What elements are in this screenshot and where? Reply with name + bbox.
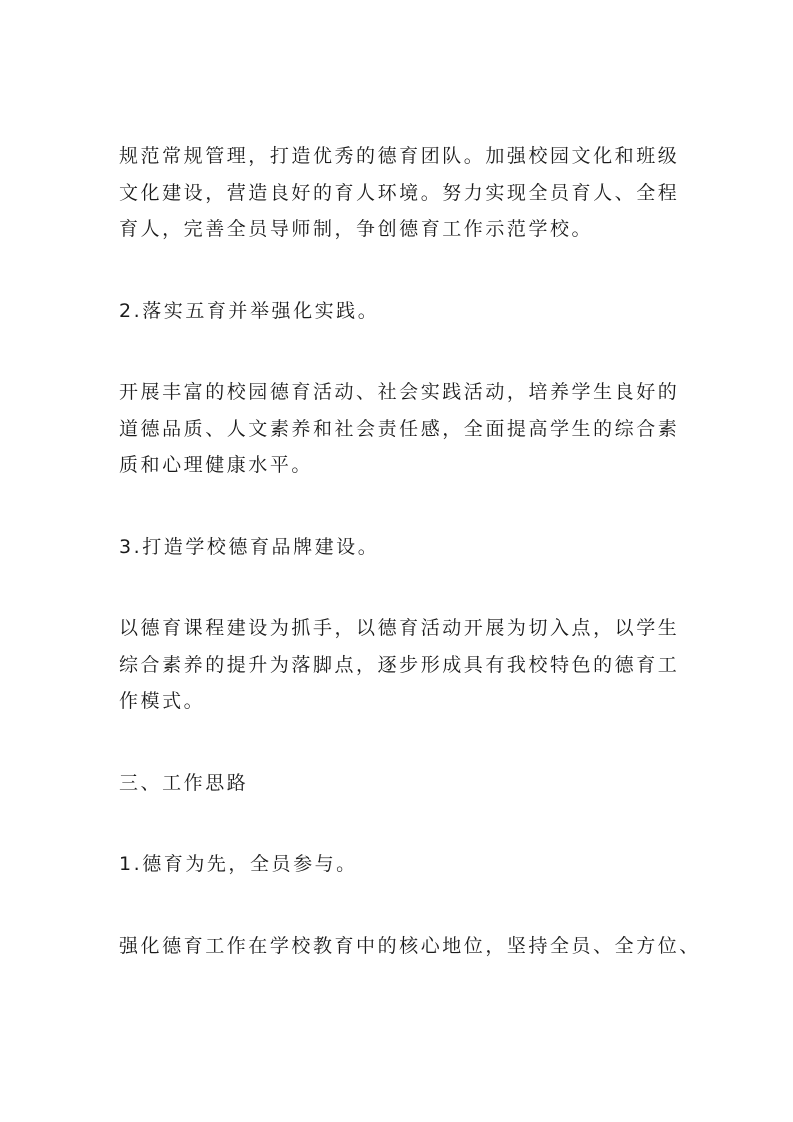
text-line: 以德育课程建设为抓手，以德育活动开展为切入点，以学生	[119, 617, 680, 639]
text-line: 开展丰富的校园德育活动、社会实践活动，培养学生良好的	[119, 381, 680, 403]
paragraph-practice-activities	[119, 374, 680, 484]
text-line: 作模式。	[119, 690, 206, 712]
heading-text: 2.落实五育并举强化实践。	[119, 299, 380, 322]
paragraph-spacing	[119, 329, 675, 374]
heading-brand-building	[119, 529, 675, 566]
document-body	[119, 138, 701, 964]
text-line: 综合素养的提升为落脚点，逐步形成具有我校特色的德育工	[119, 653, 680, 676]
paragraph-spacing	[119, 484, 675, 529]
heading-moral-first	[119, 846, 675, 883]
text-line: 道德品质、人文素养和社会责任感，全面提高学生的综合素	[119, 417, 680, 440]
paragraph-spacing	[119, 565, 675, 610]
paragraph-core-position	[119, 928, 701, 965]
heading-five-education	[119, 293, 675, 330]
paragraph-curriculum	[119, 610, 680, 720]
paragraph-spacing	[119, 248, 675, 293]
heading-text: 3.打造学校德育品牌建设。	[119, 535, 380, 558]
text-line: 规范常规管理，打造优秀的德育团队。加强校园文化和班级	[119, 145, 680, 167]
text-line: 质和心理健康水平。	[119, 454, 313, 476]
text-line: 文化建设，营造良好的育人环境。努力实现全员育人、全程	[119, 181, 680, 204]
section-title: 三、工作思路	[119, 771, 249, 794]
paragraph-team-building	[119, 138, 680, 248]
text-line: 强化德育工作在学校教育中的核心地位，坚持全员、全方位、	[119, 934, 701, 957]
paragraph-spacing	[119, 801, 675, 846]
paragraph-spacing	[119, 720, 675, 765]
paragraph-spacing	[119, 883, 675, 928]
heading-text: 1.德育为先，全员参与。	[119, 853, 358, 875]
section-heading-work-ideas	[119, 765, 675, 802]
text-line: 育人，完善全员导师制，争创德育工作示范学校。	[119, 218, 594, 240]
